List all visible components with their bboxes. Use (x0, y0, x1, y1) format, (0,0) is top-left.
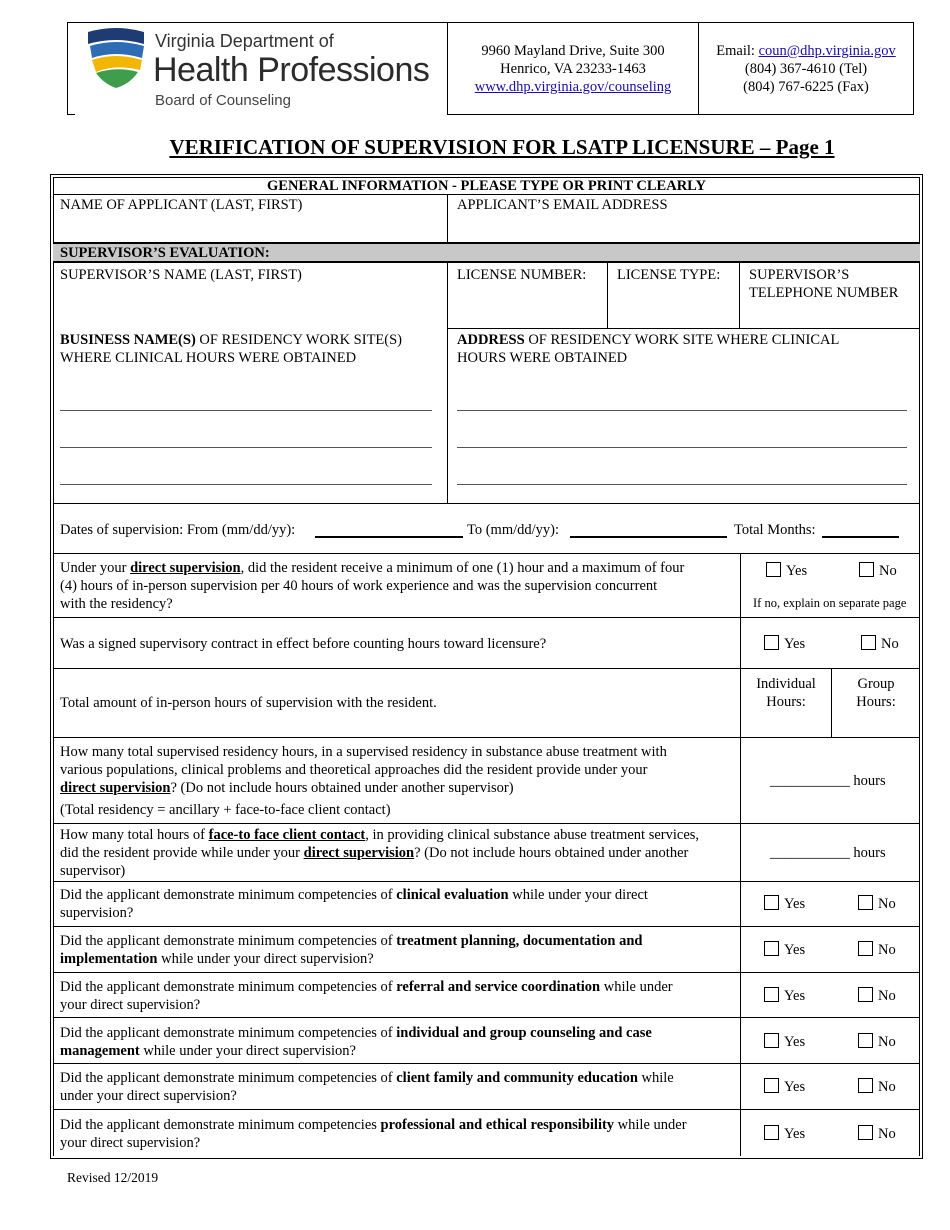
c3-no-label: No (878, 988, 896, 1004)
q4-line4: (Total residency = ancillary + face-to-face client contact) (60, 802, 391, 818)
q1-bold: direct supervision (130, 560, 241, 576)
group-hours-l2: Hours: (856, 694, 896, 710)
c1-pre: Did the applicant demonstrate minimum competencies of (60, 887, 397, 903)
business-name-line-2[interactable] (60, 447, 432, 448)
q1-no[interactable] (859, 562, 897, 580)
c5-yes-label: Yes (784, 1079, 806, 1095)
c1-line1 (60, 886, 648, 904)
q5-pre: How many total hours of (60, 827, 209, 843)
q1-yes-label: Yes (786, 563, 808, 579)
phone-label-line1: SUPERVISOR’S (749, 267, 850, 283)
page-title: VERIFICATION OF SUPERVISION FOR LSATP LICENSURE – Page 1 (169, 135, 835, 159)
c3-yes[interactable] (764, 987, 805, 1005)
checkbox-icon[interactable] (858, 987, 873, 1002)
rule (53, 926, 920, 927)
address-label-bold: ADDRESS (457, 332, 525, 348)
checkbox-icon[interactable] (764, 1125, 779, 1140)
email-link[interactable]: coun@dhp.virginia.gov (758, 43, 896, 59)
checkbox-icon[interactable] (861, 635, 876, 650)
checkbox-icon[interactable] (858, 941, 873, 956)
q1-line2: (4) hours of in-person supervision per 40 hours of work experience and was the supervision concurrent (60, 578, 658, 594)
website-link[interactable]: www.dhp.virginia.gov/counseling (474, 79, 672, 95)
applicant-name-field[interactable] (56, 216, 444, 240)
q4-l3-post: ? (Do not include hours obtained under another supervisor) (170, 780, 514, 796)
checkbox-icon[interactable] (764, 895, 779, 910)
c1-bold: clinical evaluation (396, 887, 509, 903)
c2-line1 (60, 932, 643, 950)
c6-pre: Did the applicant demonstrate minimum competencies (60, 1117, 381, 1133)
supervisor-name-label: SUPERVISOR’S NAME (LAST, FIRST) (60, 267, 302, 283)
logo-box-corner (67, 114, 75, 115)
c5-bold: client family and community education (396, 1070, 638, 1086)
c3-no[interactable] (858, 987, 896, 1005)
q1-explain-note: If no, explain on separate page (753, 596, 907, 610)
c5-pre: Did the applicant demonstrate minimum competencies of (60, 1070, 397, 1086)
q5-l2-pre: did the resident provide while under your (60, 845, 304, 861)
c5-post: while (637, 1070, 674, 1086)
applicant-email-field[interactable] (451, 216, 917, 240)
c2-no[interactable] (858, 941, 896, 959)
revised-date: Revised 12/2019 (67, 1170, 159, 1185)
q2-yes-label: Yes (784, 636, 806, 652)
q4-hours-blank[interactable]: ___________ (770, 773, 850, 789)
c6-line1 (60, 1116, 687, 1134)
worksite-address-line-2[interactable] (457, 447, 907, 448)
address-label-line2: HOURS WERE OBTAINED (457, 350, 628, 366)
date-to-field[interactable] (570, 536, 727, 538)
rule (53, 194, 920, 195)
q1-no-label: No (879, 563, 897, 579)
q1-line1 (60, 559, 684, 577)
c2-l2-post: while under your direct supervision? (157, 951, 374, 967)
group-hours-field[interactable] (835, 712, 917, 734)
rule (447, 263, 448, 503)
rule (53, 617, 920, 618)
worksite-address-line-1[interactable] (457, 410, 907, 411)
business-name-line-3[interactable] (60, 484, 432, 485)
address-label-rest: OF RESIDENCY WORK SITE WHERE CLINICAL (524, 332, 840, 348)
c3-post: while under (600, 979, 673, 995)
individual-hours-field[interactable] (744, 712, 828, 734)
c4-no-label: No (878, 1034, 896, 1050)
c2-no-label: No (878, 942, 896, 958)
q2-yes[interactable] (764, 635, 805, 653)
checkbox-icon[interactable] (858, 895, 873, 910)
checkbox-icon[interactable] (766, 562, 781, 577)
c5-yes[interactable] (764, 1078, 805, 1096)
q5-hours-blank[interactable]: ___________ (770, 845, 850, 861)
c1-yes[interactable] (764, 895, 805, 913)
applicant-name-label: NAME OF APPLICANT (LAST, FIRST) (60, 197, 303, 213)
business-label-line1 (60, 331, 402, 349)
rule (740, 553, 741, 1156)
c6-no[interactable] (858, 1125, 896, 1143)
q5-line2 (60, 844, 688, 862)
c4-l2-bold: management (60, 1043, 140, 1059)
c4-yes[interactable] (764, 1033, 805, 1051)
q5-line1 (60, 826, 699, 844)
rule (53, 668, 920, 669)
business-label-line2: WHERE CLINICAL HOURS WERE OBTAINED (60, 350, 357, 366)
q5-line3: supervisor) (60, 863, 126, 879)
email-label: Email: (716, 43, 759, 59)
q5-l1-post: , in providing clinical substance abuse treatment services, (365, 827, 700, 843)
date-from-field[interactable] (315, 536, 463, 538)
c1-line2: supervision? (60, 905, 134, 921)
c1-no-label: No (878, 896, 896, 912)
q4-hours-unit: hours (853, 773, 886, 789)
rule (53, 553, 920, 554)
c6-yes-label: Yes (784, 1126, 806, 1142)
license-number-field[interactable] (451, 288, 604, 326)
c3-bold: referral and service coordination (396, 979, 601, 995)
c2-line2 (60, 950, 374, 968)
checkbox-icon[interactable] (764, 1078, 779, 1093)
c2-yes-label: Yes (784, 942, 806, 958)
q1-l1-post: , did the resident receive a minimum of one (1) hour and a maximum of four (240, 560, 685, 576)
c4-l2-post: while under your direct supervision? (139, 1043, 356, 1059)
q5-hours[interactable] (770, 844, 886, 862)
q2-no-label: No (881, 636, 899, 652)
rule (53, 1109, 920, 1110)
c3-pre: Did the applicant demonstrate minimum competencies of (60, 979, 397, 995)
individual-hours-l2: Hours: (766, 694, 806, 710)
license-type-field[interactable] (611, 288, 736, 326)
address-label-line1 (457, 331, 839, 349)
rule (447, 194, 448, 242)
checkbox-icon[interactable] (764, 941, 779, 956)
q5-l2-bold: direct supervision (303, 845, 415, 861)
rule (53, 1017, 920, 1018)
c5-no-label: No (878, 1079, 896, 1095)
c6-line2: your direct supervision? (60, 1135, 201, 1151)
rule (53, 881, 920, 882)
c6-post: while under (614, 1117, 687, 1133)
license-type-label: LICENSE TYPE: (617, 267, 721, 283)
c6-yes[interactable] (764, 1125, 805, 1143)
c1-no[interactable] (858, 895, 896, 913)
c6-bold: professional and ethical responsibility (380, 1117, 615, 1133)
q3-text: Total amount of in-person hours of supervision with the resident. (60, 695, 437, 711)
logo-org-line2: Health Professions (153, 51, 430, 89)
q1-pre: Under your (60, 560, 131, 576)
checkbox-icon[interactable] (764, 987, 779, 1002)
general-heading: GENERAL INFORMATION - PLEASE TYPE OR PRINT CLEARLY (267, 178, 706, 194)
supervisor-phone-field[interactable] (743, 304, 917, 326)
c3-line1 (60, 978, 673, 996)
checkbox-icon[interactable] (764, 635, 779, 650)
q4-hours[interactable] (770, 772, 886, 790)
email-row (698, 42, 914, 60)
address-line2: Henrico, VA 23233-1463 (500, 61, 646, 77)
q4-bold: direct supervision (60, 780, 171, 796)
website-link-row (447, 78, 699, 96)
logo-org-line3: Board of Counseling (155, 92, 291, 109)
c5-no[interactable] (858, 1078, 896, 1096)
phone-label-line2: TELEPHONE NUMBER (749, 285, 899, 301)
c2-l2-bold: implementation (60, 951, 158, 967)
dates-from-label: Dates of supervision: From (mm/dd/yy): (60, 522, 296, 538)
rule (53, 737, 920, 738)
q1-yes[interactable] (766, 562, 807, 580)
phone-fax: (804) 767-6225 (Fax) (743, 79, 869, 95)
c3-yes-label: Yes (784, 988, 806, 1004)
rule (739, 263, 740, 329)
c5-line2: under your direct supervision? (60, 1088, 237, 1104)
c1-yes-label: Yes (784, 896, 806, 912)
c3-line2: your direct supervision? (60, 997, 201, 1013)
c1-post: while under your direct (508, 887, 648, 903)
business-label-rest: OF RESIDENCY WORK SITE(S) (195, 332, 403, 348)
dhp-shield-icon (86, 26, 146, 90)
checkbox-icon[interactable] (859, 562, 874, 577)
c4-no[interactable] (858, 1033, 896, 1051)
q2-no[interactable] (861, 635, 899, 653)
checkbox-icon[interactable] (858, 1125, 873, 1140)
total-months-field[interactable] (822, 536, 899, 538)
q2-text: Was a signed supervisory contract in effect before counting hours toward licensure? (60, 636, 547, 652)
checkbox-icon[interactable] (858, 1033, 873, 1048)
q1-line3: with the residency? (60, 596, 173, 612)
worksite-address-line-3[interactable] (457, 484, 907, 485)
business-label-bold: BUSINESS NAME(S) (60, 332, 196, 348)
logo-org-line1: Virginia Department of (155, 31, 334, 51)
license-number-label: LICENSE NUMBER: (457, 267, 587, 283)
c4-pre: Did the applicant demonstrate minimum competencies of (60, 1025, 397, 1041)
checkbox-icon[interactable] (764, 1033, 779, 1048)
phone-tel: (804) 367-4610 (Tel) (744, 61, 868, 77)
individual-hours-l1: Individual (756, 676, 816, 692)
q5-bold: face-to face client contact (208, 827, 366, 843)
rule (53, 823, 920, 824)
dhp-logo (86, 26, 146, 90)
q4-line2: various populations, clinical problems and theoretical approaches did the resident provide under your (60, 762, 648, 778)
rule (607, 263, 608, 329)
applicant-email-label: APPLICANT’S EMAIL ADDRESS (457, 197, 668, 213)
c4-line2 (60, 1042, 356, 1060)
q4-line1: How many total supervised residency hours, in a supervised residency in substance abuse treatment with (60, 744, 667, 760)
rule (53, 972, 920, 973)
c4-bold: individual and group counseling and case (396, 1025, 652, 1041)
address-line1: 9960 Mayland Drive, Suite 300 (481, 43, 665, 59)
q5-l2-post: ? (Do not include hours obtained under another (414, 845, 689, 861)
c6-no-label: No (878, 1126, 896, 1142)
q5-hours-unit: hours (853, 845, 886, 861)
c5-line1 (60, 1069, 674, 1087)
c4-line1 (60, 1024, 652, 1042)
dates-to-label: To (mm/dd/yy): (467, 522, 560, 538)
rule (447, 328, 920, 329)
supervisor-heading: SUPERVISOR’S EVALUATION: (60, 245, 270, 261)
checkbox-icon[interactable] (858, 1078, 873, 1093)
q4-line3 (60, 779, 514, 797)
business-name-line-1[interactable] (60, 410, 432, 411)
c2-yes[interactable] (764, 941, 805, 959)
group-hours-l1: Group (857, 676, 895, 692)
total-months-label: Total Months: (734, 522, 816, 538)
rule (53, 1063, 920, 1064)
c2-pre: Did the applicant demonstrate minimum competencies of (60, 933, 397, 949)
c4-yes-label: Yes (784, 1034, 806, 1050)
c2-bold: treatment planning, documentation and (396, 933, 643, 949)
rule (53, 503, 920, 504)
supervisor-name-field[interactable] (56, 288, 444, 326)
